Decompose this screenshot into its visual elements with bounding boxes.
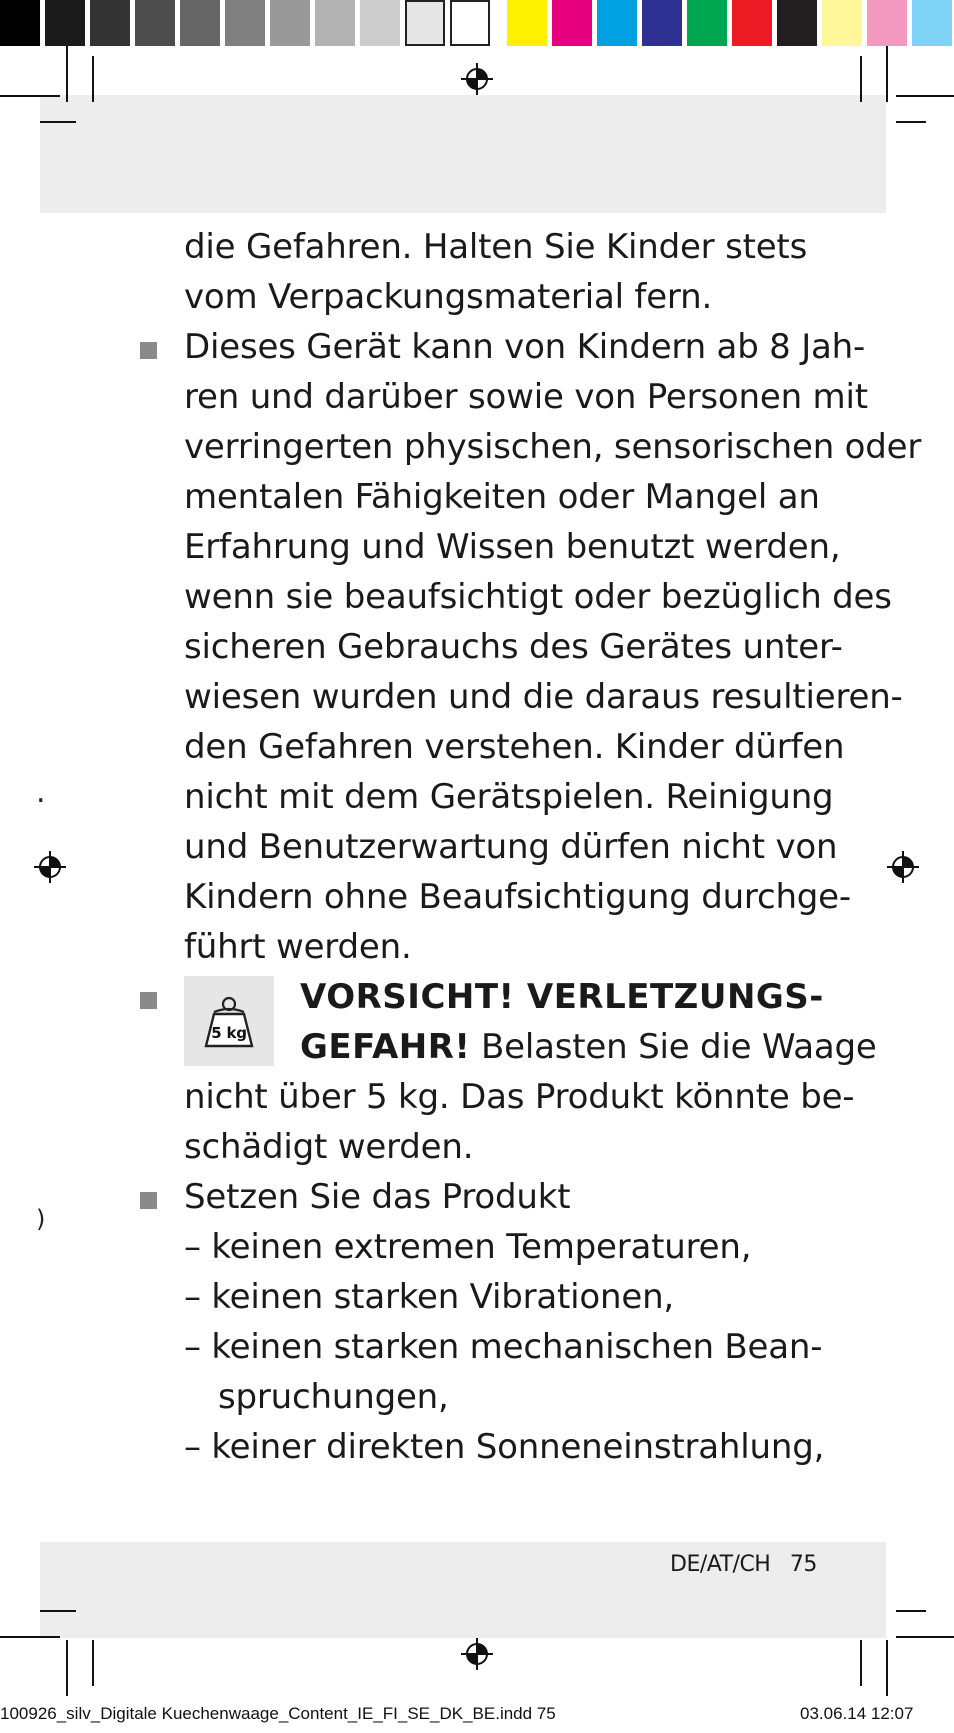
color-swatch: [0, 0, 40, 46]
text-line: Belasten Sie die Waage: [470, 1027, 877, 1067]
crop-mark: [92, 1640, 94, 1686]
square-bullet-icon: [140, 342, 157, 359]
warning-title: VORSICHT! VERLETZUNGS-: [300, 977, 824, 1017]
weight-label: 5 kg: [211, 1024, 247, 1042]
crop-mark: [0, 95, 60, 97]
color-swatch: [180, 0, 220, 46]
slug-date: 03.06.14 12:07: [800, 1704, 914, 1723]
color-swatch: [90, 0, 130, 46]
color-swatch: [642, 0, 682, 46]
text-line: verringerten physischen, sensorischen oder: [184, 427, 922, 467]
crosshair-registration-icon: [33, 850, 67, 884]
paragraph-continued: [136, 222, 836, 322]
crop-mark: [886, 46, 888, 102]
margin-mark: ): [36, 1205, 46, 1233]
color-swatch: [225, 0, 265, 46]
crop-mark: [860, 56, 862, 102]
text-line: die Gefahren. Halten Sie Kinder stets: [184, 227, 808, 267]
color-swatch: [867, 0, 907, 46]
list-item: [136, 322, 922, 972]
weight-5kg-icon: [184, 976, 274, 1066]
language-code: DE/AT/CH: [670, 1552, 771, 1577]
dash-list-item-cont: spruchungen,: [218, 1377, 449, 1417]
crosshair-registration-icon: [460, 1637, 494, 1671]
text-line: ren und darüber sowie von Personen mit: [184, 377, 868, 417]
text-line: mentalen Fähigkeiten oder Mangel an: [184, 477, 820, 517]
color-swatch: [822, 0, 862, 46]
crop-mark: [40, 1610, 76, 1612]
dash-list-item: – keiner direkten Sonneneinstrahlung,: [184, 1427, 825, 1467]
crop-mark: [40, 121, 76, 123]
text-line: Kindern ohne Beaufsichtigung durchge-: [184, 877, 851, 917]
warning-title-cont: GEFAHR!: [300, 1027, 471, 1067]
text-line: wiesen wurden und die daraus resultieren-: [184, 677, 903, 717]
crop-mark: [66, 46, 68, 102]
color-swatch: [687, 0, 727, 46]
crosshair-registration-icon: [886, 850, 920, 884]
square-bullet-icon: [140, 1192, 157, 1209]
text-line: Erfahrung und Wissen benutzt werden,: [184, 527, 841, 567]
text-line: den Gefahren verstehen. Kinder dürfen: [184, 727, 845, 767]
color-swatch: [552, 0, 592, 46]
text-line: wenn sie beaufsichtigt oder bezüglich des: [184, 577, 892, 617]
color-swatch: [597, 0, 637, 46]
color-swatch: [507, 0, 547, 46]
list-item: [136, 1172, 836, 1472]
square-bullet-icon: [140, 992, 157, 1009]
color-swatch: [450, 0, 490, 46]
warning-line: [184, 1022, 877, 1072]
color-swatch: [777, 0, 817, 46]
text-line: führt werden.: [184, 927, 412, 967]
page-number: 75: [789, 1552, 817, 1577]
text-line: Setzen Sie das Produkt: [184, 1177, 571, 1217]
crop-mark: [92, 56, 94, 102]
margin-mark: .: [36, 775, 46, 810]
crop-mark: [886, 1640, 888, 1696]
color-swatch: [732, 0, 772, 46]
crop-mark: [896, 1636, 954, 1638]
header-band: [40, 95, 886, 213]
text-line: nicht über 5 kg. Das Produkt könnte be-: [184, 1077, 855, 1117]
text-line: nicht mit dem Gerätspielen. Reinigung: [184, 777, 834, 817]
color-swatch: [270, 0, 310, 46]
text-line: schädigt werden.: [184, 1127, 474, 1167]
color-swatch: [45, 0, 85, 46]
crop-mark: [896, 95, 954, 97]
crop-mark: [860, 1640, 862, 1686]
text-line: sicheren Gebrauchs des Gerätes unter-: [184, 627, 843, 667]
page-footer: [670, 1552, 817, 1577]
color-swatch: [405, 0, 445, 46]
color-swatch: [360, 0, 400, 46]
dash-list-item: – keinen starken mechanischen Bean-: [184, 1327, 823, 1367]
warning-item: [136, 972, 877, 1172]
page-body: [136, 222, 922, 1472]
text-line: und Benutzerwartung dürfen nicht von: [184, 827, 838, 867]
crosshair-registration-icon: [460, 62, 494, 96]
color-calibration-bar: [0, 0, 954, 46]
crop-mark: [896, 1610, 926, 1612]
slug-filename: 100926_silv_Digitale Kuechenwaage_Content_IE_FI_SE_DK_BE.indd 75: [0, 1704, 556, 1723]
text-line: vom Verpackungsmaterial fern.: [184, 277, 713, 317]
crop-mark: [896, 121, 926, 123]
crop-mark: [66, 1640, 68, 1696]
color-swatch: [315, 0, 355, 46]
dash-list-item: – keinen starken Vibrationen,: [184, 1277, 675, 1317]
color-swatch: [135, 0, 175, 46]
color-swatch: [912, 0, 952, 46]
crop-mark: [0, 1636, 60, 1638]
dash-list-item: – keinen extremen Temperaturen,: [184, 1227, 752, 1267]
text-line: Dieses Gerät kann von Kindern ab 8 Jah-: [184, 327, 866, 367]
